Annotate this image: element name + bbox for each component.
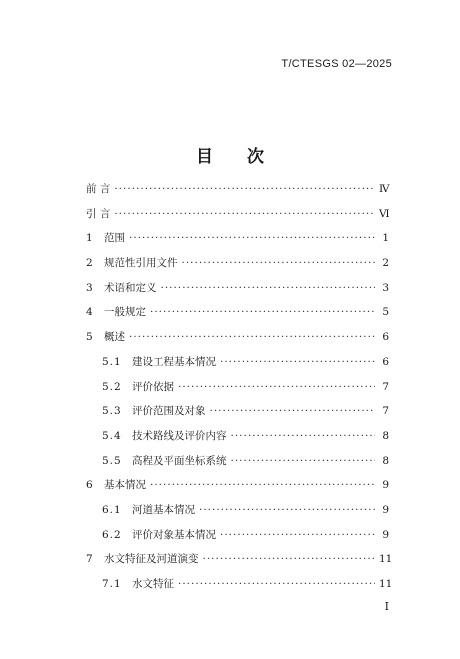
page-number: Ⅰ [384,600,389,613]
toc-entry-1[interactable] [86,230,389,255]
toc-entry-page: 3 [382,281,389,294]
toc-entry-page: 6 [382,331,389,344]
toc-entry-page: 9 [382,528,389,541]
toc-entry-page: 5 [382,306,389,319]
toc-entry-label: 4 一般规定 [86,306,146,319]
document-code: T/CTESGS 02—2025 [281,58,392,70]
leader-dots [114,183,375,195]
toc-entry-page: 7 [382,405,389,418]
table-of-contents [86,181,393,601]
toc-entry-label: 6.2 评价对象基本情况 [102,528,216,541]
toc-entry-introduction[interactable] [86,206,389,231]
toc-entry-label: 7.1 水文特征 [102,578,174,590]
toc-entry-label: 5.3 评价范围及对象 [102,405,206,418]
leader-dots [220,356,375,368]
toc-entry-page: 6 [382,355,389,368]
toc-entry-label: 7 水文特征及河道演变 [86,553,199,566]
leader-dots [129,331,375,343]
toc-title: 目 次 [196,147,278,167]
toc-entry-5-4[interactable] [86,428,389,453]
leader-dots [178,578,375,590]
leader-dots [203,553,376,565]
toc-entry-5-2[interactable] [86,379,389,404]
toc-entry-6-2[interactable] [86,527,389,552]
toc-entry-page: 1 [382,232,389,245]
toc-entry-page: 8 [382,429,389,442]
toc-entry-page: 11 [379,553,393,566]
toc-entry-label: 2 规范性引用文件 [86,257,178,270]
toc-entry-label: 引 言 [86,207,111,220]
toc-entry-5-3[interactable] [86,403,389,428]
toc-entry-label: 前 言 [86,183,111,195]
toc-entry-3[interactable] [86,280,389,305]
leader-dots [114,208,375,220]
toc-entry-page: Ⅳ [379,183,390,195]
toc-entry-label: 6.1 河道基本情况 [102,503,195,516]
toc-entry-label: 5.2 评价依据 [102,380,174,393]
toc-entry-label: 1 范围 [86,232,125,245]
toc-entry-label: 3 术语和定义 [86,281,157,294]
leader-dots [150,306,375,318]
toc-entry-page: 9 [382,503,389,516]
leader-dots [199,504,375,516]
leader-dots [231,455,376,467]
toc-entry-5[interactable] [86,329,389,354]
leader-dots [178,381,375,393]
toc-entry-page: 2 [382,257,389,270]
leader-dots [210,405,376,417]
leader-dots [231,430,376,442]
toc-entry-7-1[interactable] [86,576,393,601]
toc-entry-5-5[interactable] [86,453,389,478]
toc-entry-page: Ⅵ [379,207,390,220]
leader-dots [182,257,376,269]
toc-entry-7[interactable] [86,551,393,576]
toc-entry-label: 5 概述 [86,331,125,344]
toc-entry-page: 9 [382,479,389,492]
toc-entry-label: 5.5 高程及平面坐标系统 [102,454,227,467]
toc-entry-label: 6 基本情况 [86,479,146,492]
toc-entry-page: 8 [382,454,389,467]
toc-entry-5-1[interactable] [86,354,389,379]
toc-entry-label: 5.4 技术路线及评价内容 [102,429,227,442]
leader-dots [220,529,375,541]
toc-entry-foreword[interactable] [86,181,389,206]
leader-dots [129,232,375,244]
toc-entry-page: 11 [379,578,393,590]
toc-entry-6[interactable] [86,477,389,502]
leader-dots [150,479,375,491]
toc-entry-6-1[interactable] [86,502,389,527]
toc-entry-2[interactable] [86,255,389,280]
toc-entry-page: 7 [382,380,389,393]
toc-entry-label: 5.1 建设工程基本情况 [102,355,216,368]
leader-dots [161,282,376,294]
toc-entry-4[interactable] [86,304,389,329]
